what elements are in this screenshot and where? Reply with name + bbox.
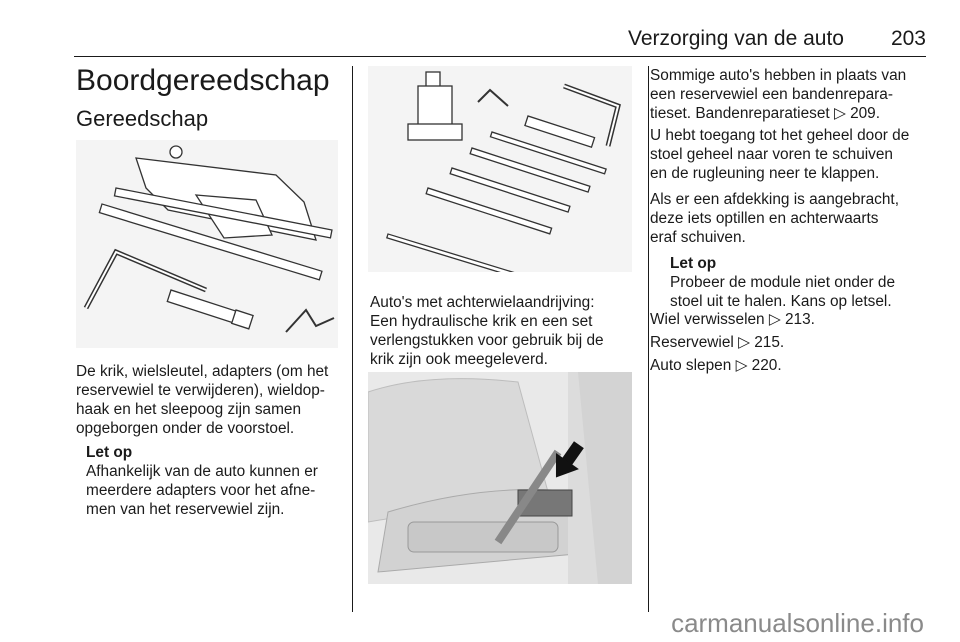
col1-note: Let op Afhankelijk van de auto kunnen er meerdere adapters voor het afne- men van het reservewiel zijn. [86,444,318,518]
col3-note: Let op Probeer de module niet onder de stoel uit te halen. Kans op letsel. [670,255,896,310]
note-title: Let op [670,255,717,272]
col3-reference-2[interactable]: Reservewiel ▷ 215. [650,334,785,351]
hydraulic-jack-and-extensions-illustration [368,66,632,272]
hydraulic-jack-illustration [368,66,632,272]
col3-paragraph-1: Sommige auto's hebben in plaats van een reservewiel een bandenrepara- tieset. Bandenreparatieset ▷ 209. [650,67,907,122]
running-header-title: Verzorging van de auto [628,27,844,50]
col3-paragraph-3: Als er een afdekking is aangebracht, deze iets optillen en achterwaarts eraf schuiven. [650,191,899,246]
scissor-jack-illustration [76,140,338,348]
note-title: Let op [86,444,133,461]
seat-storage-photo [368,372,632,584]
scissor-jack-and-tools-illustration [76,140,338,348]
seat-storage-photo [368,372,632,584]
col2-body-paragraph: Auto's met achterwielaandrijving: Een hydraulische krik en een set verlengstukken voor gebruik bij de krik zijn ook meegeleverd. [370,294,604,368]
column-divider-2 [648,66,649,612]
section-heading: Boordgereedschap [76,64,330,97]
col1-body-paragraph: De krik, wielsleutel, adapters (om het reservewiel te verwijderen), wieldop- haak en het sleepoog zijn samen opgeborgen onder de voorstoel. [76,363,329,437]
header-rule [74,56,926,57]
watermark: carmanualsonline.info [671,608,924,638]
page-number: 203 [890,27,926,50]
subsection-heading: Gereedschap [76,106,209,131]
col3-paragraph-2: U hebt toegang tot het geheel door de stoel geheel naar voren te schuiven en de rugleuning neer te klappen. [650,127,910,182]
col3-reference-1[interactable]: Wiel verwisselen ▷ 213. [650,311,815,328]
column-divider-1 [352,66,353,612]
col3-reference-3[interactable]: Auto slepen ▷ 220. [650,357,782,374]
